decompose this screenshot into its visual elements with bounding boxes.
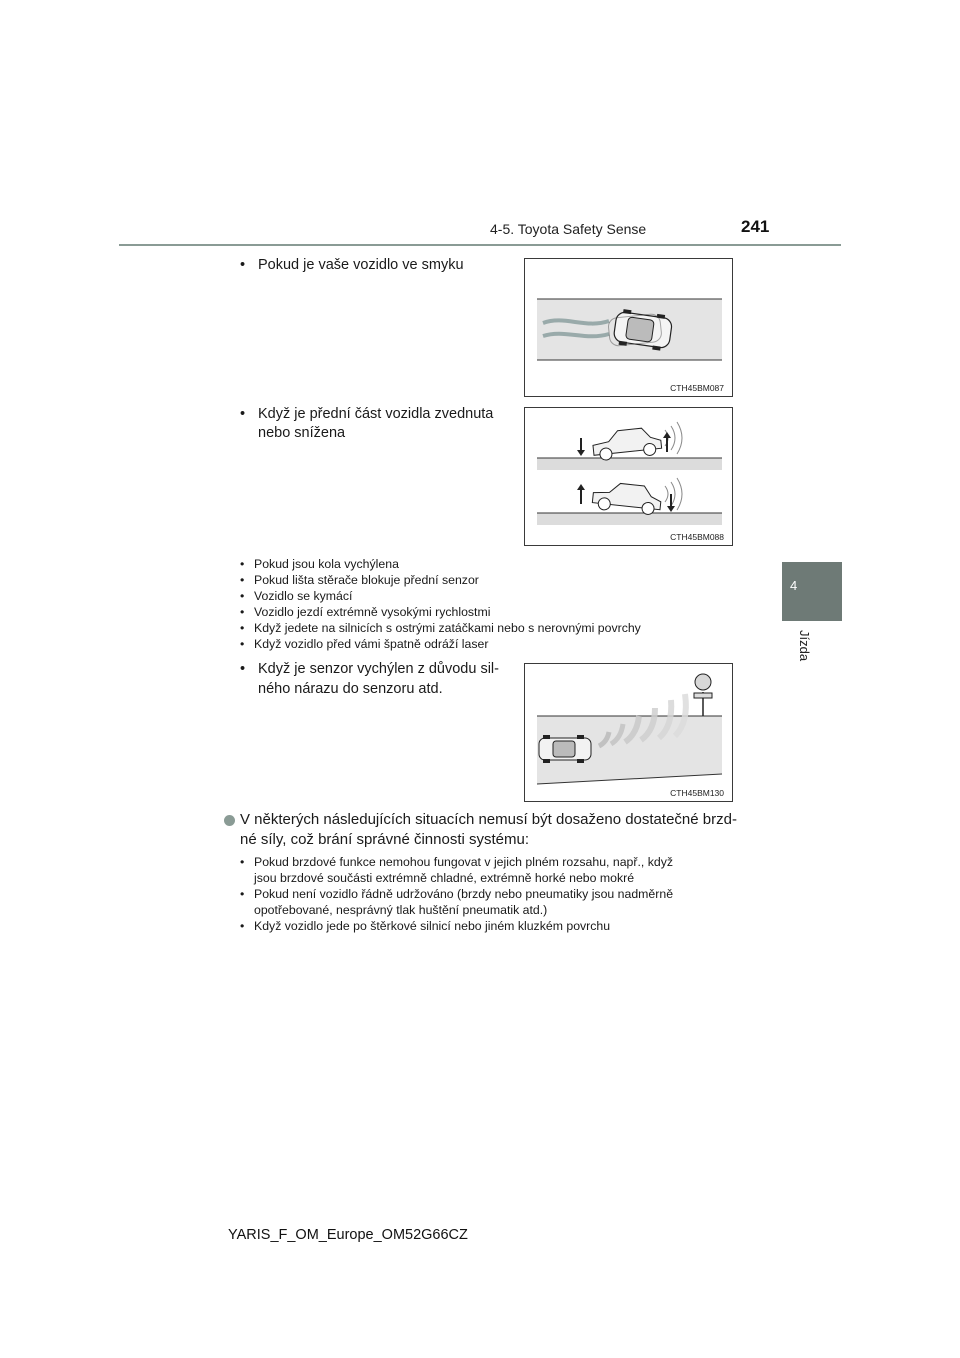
list-item-skid (240, 256, 510, 276)
figure-code: CTH45BM088 (670, 532, 724, 542)
figure-skidding-car (524, 258, 733, 397)
list-item: • Když jedete na silnicích s ostrými zatáčkami nebo s nerovnými povrchy (240, 621, 641, 635)
figure-sensor-deflected (524, 663, 733, 802)
item-text-line2: nebo snížena (258, 425, 346, 441)
list-item-tilt (240, 405, 510, 445)
skidding-car-illustration (525, 259, 732, 396)
braking-list (240, 854, 760, 934)
list-item: • Pokud není vozidlo řádně udržováno (brzdy nebo pneumatiky jsou nadměrně opotřebované, nesprávný tlak huštění pneumatik atd.) (240, 887, 674, 917)
chapter-number: 4 (790, 578, 798, 593)
list-item: • Vozidlo se kymácí (240, 589, 353, 603)
paragraph-line2: né síly, což brání správné činnosti systému: (240, 831, 530, 848)
list-item: • Pokud brzdové funkce nemohou fungovat v jejich plném rozsahu, např., když jsou brzdové součásti extrémně chladné, extrémně horké nebo mokré (240, 855, 674, 885)
chapter-tab (782, 562, 842, 621)
list-item: • Pokud jsou kola vychýlena (240, 557, 399, 571)
braking-paragraph (240, 810, 760, 850)
section-bullet-icon (224, 815, 235, 826)
list-item-sensor (240, 660, 515, 700)
bullet-dot: • (240, 257, 246, 273)
paragraph-line1: V některých následujících situacích nemusí být dosaženo dostatečné brzd- (240, 811, 737, 828)
bullet-dot: • (240, 406, 246, 422)
figure-code: CTH45BM130 (670, 788, 724, 798)
tilted-car-illustration (525, 408, 732, 545)
condition-list (240, 556, 760, 652)
bullet-dot: • (240, 661, 246, 677)
figure-code: CTH45BM087 (670, 383, 724, 393)
section-title: 4-5. Toyota Safety Sense (490, 221, 647, 237)
list-item: • Vozidlo jezdí extrémně vysokými rychlostmi (240, 605, 491, 619)
list-item: • Když vozidlo jede po štěrkové silnicí nebo jiném kluzkém povrchu (240, 919, 611, 933)
item-text-line2: ného nárazu do senzoru atd. (258, 681, 443, 697)
chapter-label: Jízda (797, 630, 812, 662)
item-text: Pokud je vaše vozidlo ve smyku (258, 257, 464, 273)
item-text-line1: Když je senzor vychýlen z důvodu sil- (258, 661, 499, 677)
page-number: 241 (741, 217, 770, 236)
header-divider (119, 244, 841, 246)
figure-tilted-car (524, 407, 733, 546)
footer-doc-id: YARIS_F_OM_Europe_OM52G66CZ (228, 1227, 468, 1243)
list-item: • Pokud lišta stěrače blokuje přední senzor (240, 573, 479, 587)
list-item: • Když vozidlo před vámi špatně odráží laser (240, 637, 489, 651)
sensor-deflected-illustration (525, 664, 732, 801)
item-text-line1: Když je přední část vozidla zvednuta (258, 406, 494, 422)
